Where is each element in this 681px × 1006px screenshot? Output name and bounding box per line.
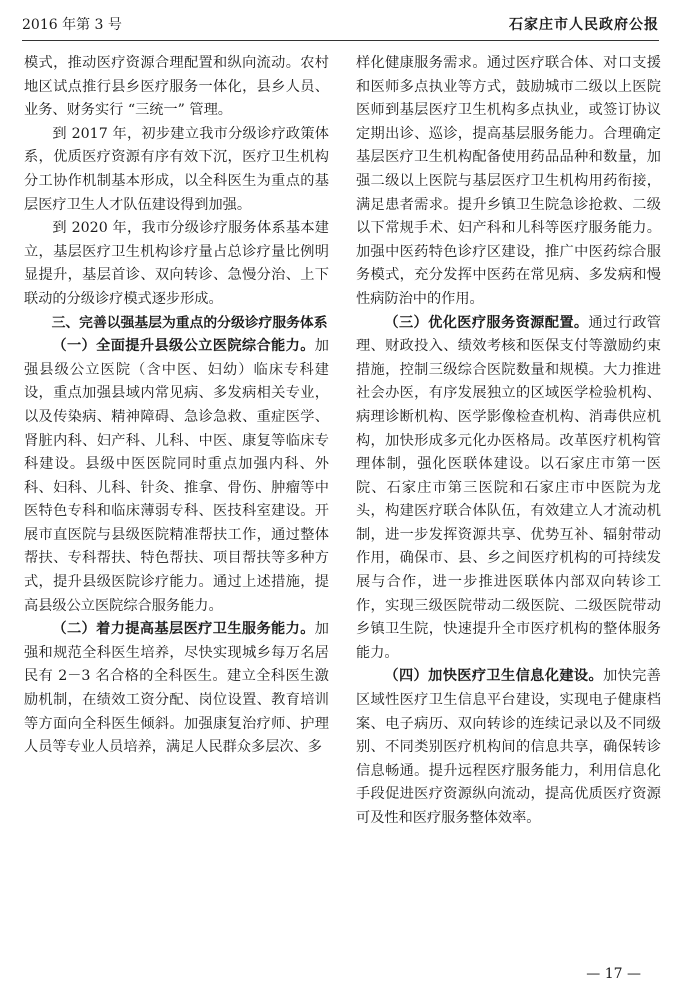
issue-label: 2016 年第 3 号 bbox=[22, 17, 122, 33]
publication-title: 石家庄市人民政府公报 bbox=[509, 17, 659, 33]
page-number: — 17 — bbox=[586, 966, 641, 982]
subsection-body: 加强和规范全科医生培养，尽快实现城乡每万名居民有 2－3 名合格的全科医生。建立全科医生激励机制，在绩效工资分配、岗位设置、教育培训等方面向全科医生倾斜。加强康复治疗师、护理人员等专业人员培养，满足人民群众多层次、多 bbox=[24, 621, 329, 756]
paragraph: 到 2020 年，我市分级诊疗服务体系基本建立，基层医疗卫生机构诊疗量占总诊疗量比例明显提升，基层首诊、双向转诊、急慢分治、上下联动的分级诊疗模式逐步形成。 bbox=[24, 220, 329, 307]
paragraph bbox=[24, 618, 329, 760]
subsection-title: （三）优化医疗服务资源配置。 bbox=[384, 314, 589, 331]
section-heading: 三、完善以强基层为重点的分级诊疗服务体系 bbox=[51, 314, 328, 331]
left-column bbox=[24, 52, 329, 760]
subsection-title: （二）着力提高基层医疗卫生服务能力。 bbox=[52, 621, 315, 638]
subsection-body: 通过行政管理、财政投入、绩效考核和医保支付等激励约束措施，控制三级综合医院数量和规模。大力推进社会办医，有序发展独立的区域医学检验机构、病理诊断机构、医学影像检查机构、消毒供应机构，加快形成多元化办医格局。改革医疗机构管理体制，强化医联体建设。以石家庄市第一医院、石家庄市第三医院和石家庄市中医院为龙头，构建医疗联合体队伍，有效建立人才流动机制，进一步发挥资源共享、优势互补、辐射带动作用，确保市、县、乡之间医疗机构的可持续发展与合作，进一步推进医联体内部双向转诊工作，实现三级医院带动二级医院、二级医院带动乡镇卫生院，快速提升全市医疗机构的整体服务能力。 bbox=[356, 314, 661, 661]
right-column bbox=[356, 52, 661, 831]
paragraph: 到 2017 年，初步建立我市分级诊疗政策体系，优质医疗资源有序有效下沉，医疗卫生机构分工协作机制基本形成，以全科医生为重点的基层医疗卫生人才队伍建设得到加强。 bbox=[24, 125, 329, 213]
subsection-title: （一）全面提升县级公立医院综合能力。 bbox=[52, 338, 315, 355]
paragraph bbox=[24, 335, 329, 618]
paragraph: 模式，推动医疗资源合理配置和纵向流动。农村地区试点推行县乡医疗服务一体化，县乡人员、业务、财务实行 “三统一” 管理。 bbox=[24, 55, 329, 119]
paragraph: 样化健康服务需求。通过医疗联合体、对口支援和医师多点执业等方式，鼓励城市二级以上医院医师到基层医疗卫生机构多点执业，或签订协议定期出诊、巡诊，提高基层服务能力。合理确定基层医疗卫生机构配备使用药品品种和数量，加强二级以上医院与基层医疗卫生机构用药衔接，满足患者需求。提升乡镇卫生院急诊抢救、二级以下常规手术、妇产科和儿科等医疗服务能力。加强中医药特色诊疗区建设，推广中医药综合服务模式，充分发挥中医药在常见病、多发病和慢性病防治中的作用。 bbox=[356, 55, 661, 307]
subsection-body: 加强县级公立医院（含中医、妇幼）临床专科建设，重点加强县域内常见病、多发病相关专业，以及传染病、精神障碍、急诊急救、重症医学、肾脏内科、妇产科、儿科、中医、康复等临床专科建设。县级中医医院同时重点加强内科、外科、妇科、儿科、针灸、推拿、骨伤、肿瘤等中医特色专科和临床薄弱专科、医技科室建设。开展市直医院与县级医院精准帮扶工作，通过整体帮扶、专科帮扶、特色帮扶、项目帮扶等多种方式，提升县级医院诊疗能力。通过上述措施，提高县级公立医院综合服务能力。 bbox=[24, 338, 329, 614]
subsection-title: （四）加快医疗卫生信息化建设。 bbox=[384, 668, 604, 685]
subsection-body: 加快完善区域性医疗卫生信息平台建设，实现电子健康档案、电子病历、双向转诊的连续记录以及不同级别、不同类别医疗机构间的信息共享，确保转诊信息畅通。提升远程医疗服务能力，利用信息化手段促进医疗资源纵向流动，提高优质医疗资源可及性和医疗服务整体效率。 bbox=[356, 668, 661, 826]
paragraph bbox=[356, 312, 661, 666]
paragraph bbox=[356, 665, 661, 830]
page-header bbox=[22, 14, 659, 41]
